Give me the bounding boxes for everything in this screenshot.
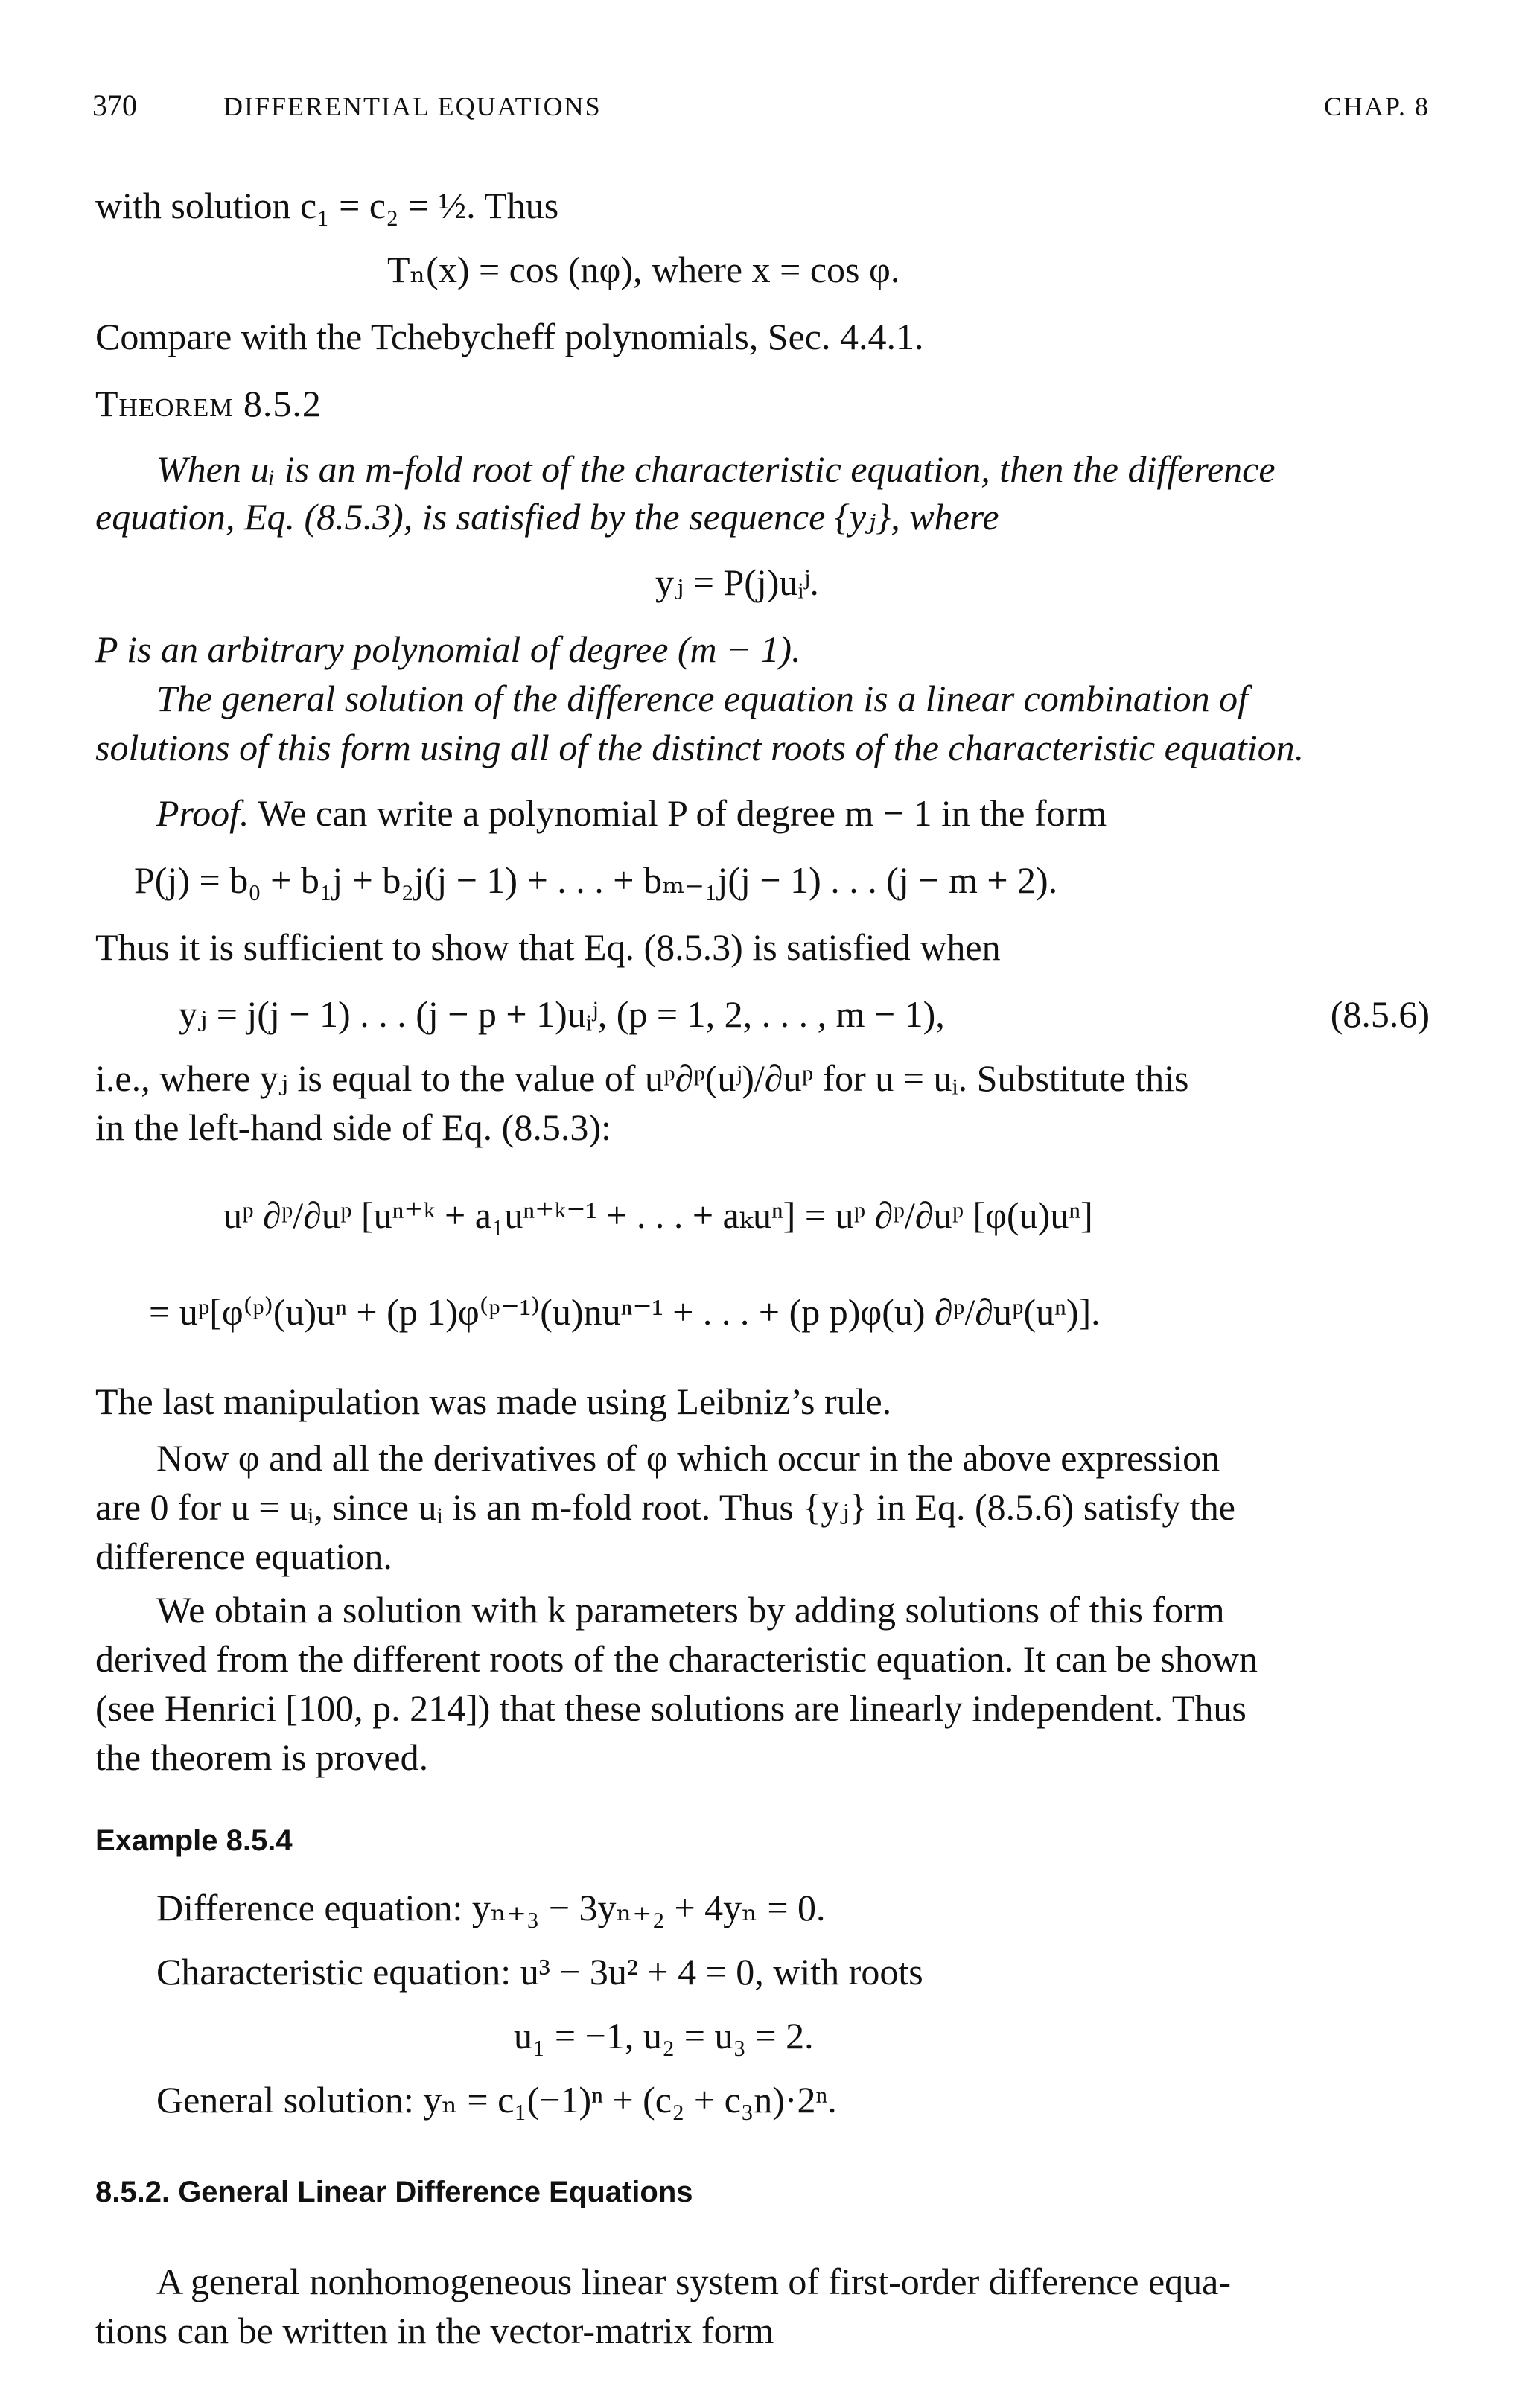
theorem-text: The general solution of the difference equation is a linear combination of [156,678,1249,719]
equation-leibniz-2: = uᵖ[φ⁽ᵖ⁾(u)uⁿ + (p 1)φ⁽ᵖ⁻¹⁾(u)nuⁿ⁻¹ + . . . + (p p)φ(u) ∂ᵖ/∂uᵖ(uⁿ)]. [149,1291,1101,1333]
example-title: Example 8.5.4 [95,1824,293,1857]
equation-yj: yⱼ = P(j)uᵢʲ. [655,561,819,603]
section-line: A general nonhomogeneous linear system of first-order difference equa- [156,2261,1231,2302]
example-roots: u₁ = −1, u₂ = u₃ = 2. [514,2015,814,2057]
body-line: The last manipulation was made using Leibniz’s rule. [95,1380,892,1422]
equation-leibniz-1: uᵖ ∂ᵖ/∂uᵖ [uⁿ⁺ᵏ + a₁uⁿ⁺ᵏ⁻¹ + . . . + aₖuⁿ] = uᵖ ∂ᵖ/∂uᵖ [φ(u)uⁿ] [223,1194,1093,1236]
body-line: (see Henrici [100, p. 214]) that these solutions are linearly independent. Thus [95,1687,1247,1729]
equation-pj: P(j) = b₀ + b₁j + b₂j(j − 1) + . . . + bₘ₋₁j(j − 1) . . . (j − m + 2). [134,859,1058,901]
proof-label: Proof. [156,792,249,834]
example-line: General solution: yₙ = c₁(−1)ⁿ + (c₂ + c₃n)·2ⁿ. [156,2079,837,2121]
theorem-text: P is an arbitrary polynomial of degree (m − 1). [95,628,801,670]
equation-number: (8.5.6) [1330,993,1430,1035]
body-line: in the left-hand side of Eq. (8.5.3): [95,1106,611,1148]
equation-tn: Tₙ(x) = cos (nφ), where x = cos φ. [387,249,900,290]
equation-856: yⱼ = j(j − 1) . . . (j − p + 1)uᵢʲ, (p = 1, 2, . . . , m − 1), [179,993,945,1035]
running-title: DIFFERENTIAL EQUATIONS [223,92,602,121]
theorem-text: When uᵢ is an m-fold root of the characteristic equation, then the difference [156,448,1276,490]
body-line: the theorem is proved. [95,1736,429,1778]
body-line: Thus it is sufficient to show that Eq. (8.5.3) is satisfied when [95,926,1001,968]
theorem-text: solutions of this form using all of the distinct roots of the characteristic equation. [95,727,1305,768]
body-line: We obtain a solution with k parameters by adding solutions of this form [156,1589,1225,1631]
section-title: 8.5.2. General Linear Difference Equations [95,2176,693,2208]
body-line: difference equation. [95,1535,392,1577]
body-line: i.e., where yⱼ is equal to the value of uᵖ∂ᵖ(uʲ)/∂uᵖ for u = uᵢ. Substitute this [95,1057,1189,1099]
section-line: tions can be written in the vector-matrix form [95,2310,774,2351]
theorem-label: Theorem 8.5.2 [95,383,322,424]
body-line: are 0 for u = uᵢ, since uᵢ is an m-fold root. Thus {yⱼ} in Eq. (8.5.6) satisfy the [95,1486,1235,1528]
body-line: with solution c₁ = c₂ = ½. Thus [95,185,559,226]
body-line: Compare with the Tchebycheff polynomials, Sec. 4.4.1. [95,316,924,357]
chapter-label: CHAP. 8 [1323,92,1430,121]
theorem-text: equation, Eq. (8.5.3), is satisfied by the sequence {yⱼ}, where [95,496,999,538]
example-line: Difference equation: yₙ₊₃ − 3yₙ₊₂ + 4yₙ = 0. [156,1887,826,1928]
page-number: 370 [92,89,137,122]
body-line: derived from the different roots of the characteristic equation. It can be shown [95,1638,1258,1680]
example-line: Characteristic equation: u³ − 3u² + 4 = 0, with roots [156,1951,923,1993]
proof-line [156,789,1107,837]
proof-text: We can write a polynomial P of degree m − 1 in the form [258,792,1107,834]
body-line: Now φ and all the derivatives of φ which occur in the above expression [156,1437,1220,1479]
